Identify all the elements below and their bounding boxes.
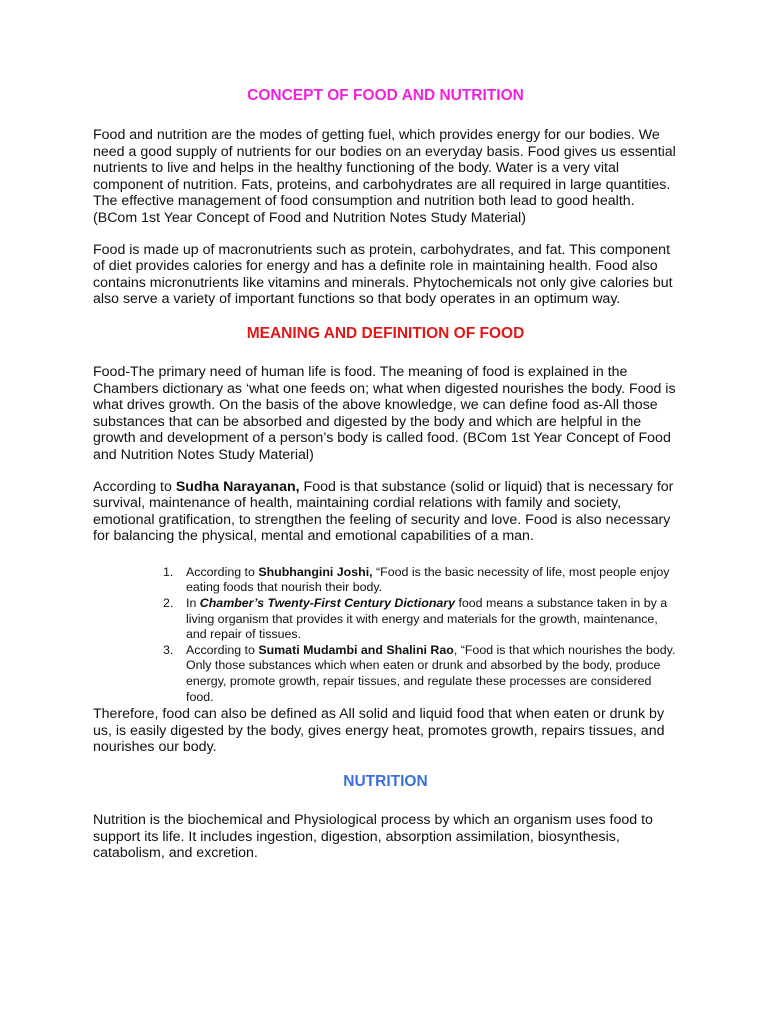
text-prefix: In — [186, 596, 200, 611]
heading-nutrition: NUTRITION — [343, 773, 428, 790]
paragraph-food-definition: Food-The primary need of human life is food. The meaning of food is explained in the Chambers dictionary as ‘what one feeds on; what when digested nourishes the body. Food is what drives growth. On the basis of the above knowledge, we can define food as-All those substances that can be absorbed and digested by the body and which are helpful in the growth and development of a person’s body is called food. (BCom 1st Year Concept of Food and Nutrition Notes Study Material) — [93, 363, 676, 463]
heading-meaning-and-definition-of-food: MEANING AND DEFINITION OF FOOD — [246, 324, 525, 342]
document-page — [93, 86, 678, 862]
author-name-sudha-narayanan: Sudha Narayanan, — [175, 478, 300, 495]
heading-concept-of-food-and-nutrition: CONCEPT OF FOOD AND NUTRITION — [247, 87, 524, 104]
paragraph-nutrition-definition: Nutrition is the biochemical and Physiological process by which an organism uses food to support its life. It includes ingestion, digestion, absorption assimilation, biosynthesis, catabolism, and excretion. — [93, 812, 653, 862]
dictionary-title: Chamber’s Twenty-First Century Dictionary — [199, 596, 455, 611]
author-name-shubhangini-joshi: Shubhangini Joshi, — [258, 564, 373, 579]
list-item — [163, 565, 678, 596]
text-rest: “Food is the basic necessity of life, most people enjoy eating foods that nourish their body. — [186, 564, 670, 595]
text-prefix: According to — [186, 564, 259, 579]
definitions-list — [163, 565, 678, 705]
list-item — [163, 643, 678, 705]
list-number: 1. — [163, 564, 174, 579]
author-name-sumati-mudambi-shalini-rao: Sumati Mudambi and Shalini Rao — [258, 642, 454, 657]
text-prefix: According to — [93, 478, 176, 495]
list-number: 3. — [163, 642, 174, 657]
paragraph-food-and-nutrition-intro: Food and nutrition are the modes of getting fuel, which provides energy for our bodies. We need a good supply of nutrients for our bodies on an everyday basis. Food gives us essential nutrients to live and helps in the healthy functioning of the body. Water is a very vital component of nutrition. Fats, proteins, and carbohydrates are all required in large quantities. The effective management of food consumption and nutrition both lead to good health. (BCom 1st Year Concept of Food and Nutrition Notes Study Material) — [93, 127, 676, 226]
text-rest: , “Food is that which nourishes the body. Only those substances which when eaten or drunk and absorbed by the body, produce energy, promote growth, repair tissues, and regulate these processes are considered food. — [186, 642, 676, 704]
text-prefix: According to — [186, 642, 259, 657]
list-number: 2. — [163, 596, 174, 611]
paragraph-macronutrients: Food is made up of macronutrients such as protein, carbohydrates, and fat. This component of diet provides calories for energy and has a definite role in maintaining health. Food also contains micronutrients like vitamins and minerals. Phytochemicals not only give calories but also serve a variety of important functions so that body operates in an optimum way. — [93, 241, 673, 308]
text-rest: food means a substance taken in by a living organism that provides it with energy and materials for the growth, maintenance, and repair of tissues. — [186, 596, 668, 642]
paragraph-sudha-narayanan — [93, 479, 678, 545]
text-rest: Food is that substance (solid or liquid) that is necessary for survival, maintenance of health, maintaining cordial relations with family and society, emotional gratification, to strengthen the feeling of security and love. Food is also necessary for balancing the physical, mental and emotional capabilities of a man. — [93, 478, 674, 545]
list-item — [163, 596, 678, 643]
paragraph-food-therefore-definition: Therefore, food can also be defined as All solid and liquid food that when eaten or drunk by us, is easily digested by the body, gives energy heat, promotes growth, repairs tissues, and nourishes our body. — [93, 706, 665, 756]
